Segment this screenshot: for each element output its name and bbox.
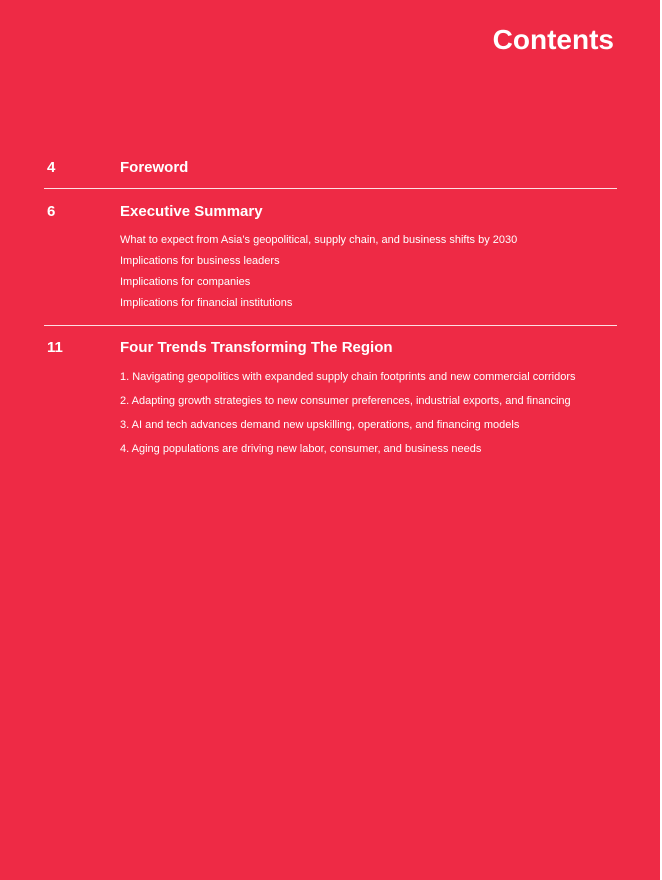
page-title: Contents [492, 24, 614, 55]
table-of-contents [44, 157, 617, 466]
toc-section-foreword[interactable] [44, 157, 617, 188]
toc-subitem-list [44, 233, 617, 310]
toc-subitem[interactable]: Implications for business leaders [120, 255, 280, 267]
toc-subitem[interactable]: 1. Navigating geopolitics with expanded supply chain footprints and new commercial corridors [120, 371, 576, 383]
toc-subitem[interactable]: 2. Adapting growth strategies to new consumer preferences, industrial exports, and financing [120, 395, 571, 407]
toc-subitem-list [44, 370, 617, 456]
toc-section-four-trends[interactable] [44, 326, 617, 466]
toc-subitem[interactable]: 4. Aging populations are driving new labor, consumer, and business needs [120, 443, 482, 455]
toc-subitem[interactable]: What to expect from Asia’s geopolitical, supply chain, and business shifts by 2030 [120, 234, 518, 246]
toc-subitem[interactable]: Implications for financial institutions [120, 297, 293, 309]
toc-section-executive-summary[interactable] [44, 189, 617, 325]
toc-section-heading: Foreword [120, 159, 189, 176]
toc-page-number: 11 [47, 339, 63, 356]
toc-section-heading: Four Trends Transforming The Region [120, 339, 393, 356]
toc-section-heading: Executive Summary [120, 203, 263, 220]
toc-page-number: 4 [47, 159, 56, 176]
toc-subitem[interactable]: Implications for companies [120, 276, 251, 288]
toc-page-number: 6 [47, 203, 56, 220]
toc-subitem[interactable]: 3. AI and tech advances demand new upskilling, operations, and financing models [120, 419, 520, 431]
